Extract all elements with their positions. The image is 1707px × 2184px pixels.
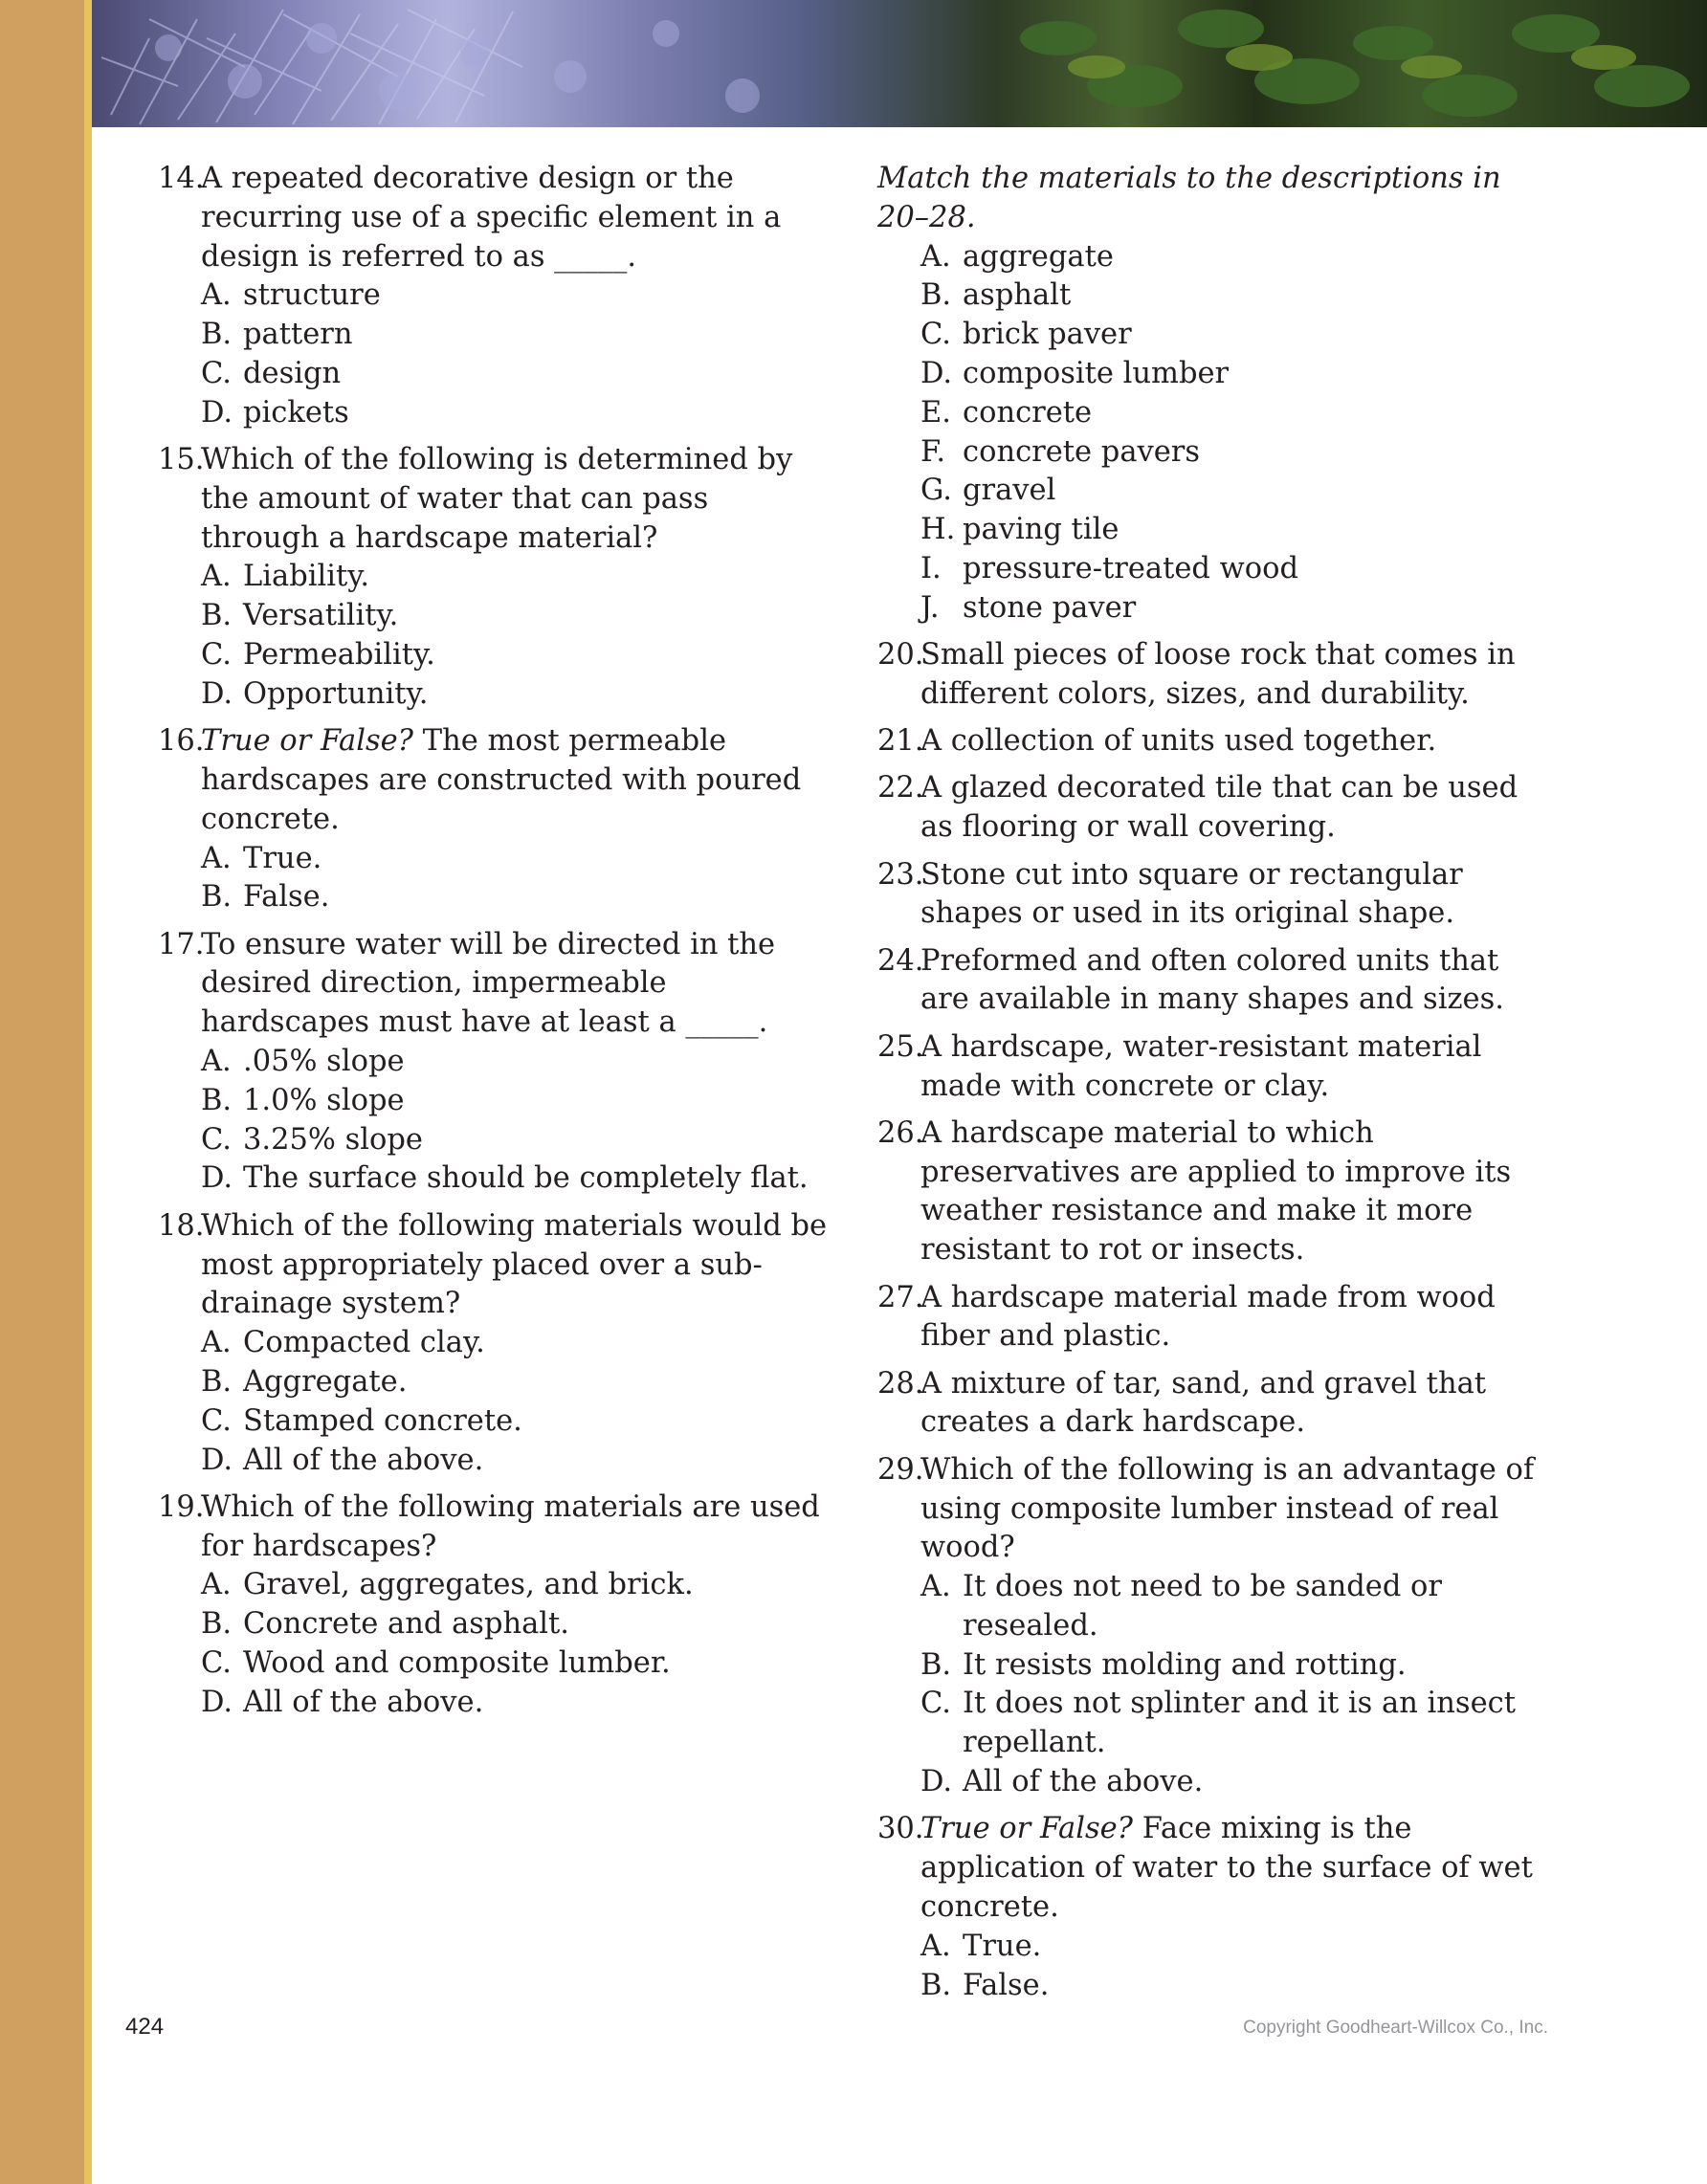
option-text: False. xyxy=(963,1968,1050,2002)
question-28 xyxy=(877,1365,1547,1444)
question-24 xyxy=(877,942,1547,1021)
answer-option xyxy=(201,355,828,394)
option-letter: D. xyxy=(201,676,233,711)
material-name: concrete pavers xyxy=(963,434,1201,469)
question-text xyxy=(920,636,1547,715)
question-text xyxy=(920,1114,1547,1270)
question-14 xyxy=(158,160,828,433)
option-text: Gravel, aggregates, and brick. xyxy=(243,1568,694,1602)
page-margin-stripe xyxy=(84,0,92,2184)
question-30 xyxy=(877,1810,1547,2005)
answer-option xyxy=(201,316,828,355)
answer-option xyxy=(201,840,828,879)
option-letter: J. xyxy=(920,590,940,625)
option-letter: B. xyxy=(201,1364,233,1399)
question-stem: A collection of units used together. xyxy=(920,724,1437,759)
option-text: Versatility. xyxy=(243,599,399,633)
true-false-label: True or False? xyxy=(201,724,414,759)
matching-material xyxy=(920,238,1547,277)
option-text: Permeability. xyxy=(243,638,435,673)
left-column xyxy=(158,160,828,1731)
option-text: Liability. xyxy=(243,560,370,594)
option-letter: A. xyxy=(201,1568,232,1602)
answer-option xyxy=(920,1646,1547,1686)
option-text: False. xyxy=(243,880,330,915)
question-text xyxy=(920,856,1547,935)
question-number: 26. xyxy=(877,1115,924,1150)
question-number: 14. xyxy=(158,162,205,195)
question-text xyxy=(201,1489,828,1567)
question-stem: A mixture of tar, sand, and gravel that creates a dark hardscape. xyxy=(920,1366,1487,1440)
option-letter: B. xyxy=(201,599,233,633)
question-stem: A hardscape, water-resistant material made with concrete or clay. xyxy=(920,1029,1482,1103)
question-stem: Preformed and often colored units that are available in many shapes and sizes. xyxy=(920,943,1504,1017)
option-letter: C. xyxy=(920,318,951,352)
question-stem: Small pieces of loose rock that comes in different colors, sizes, and durability. xyxy=(920,638,1516,711)
question-text xyxy=(920,1451,1547,1568)
option-letter: A. xyxy=(920,1929,951,1963)
option-letter: H. xyxy=(920,513,956,547)
question-stem: A hardscape material made from wood fiber and plastic. xyxy=(920,1280,1496,1354)
option-letter: E. xyxy=(920,395,951,430)
question-23 xyxy=(877,856,1547,935)
matching-material xyxy=(920,511,1547,550)
question-text xyxy=(201,160,828,276)
option-letter: C. xyxy=(201,1403,232,1438)
question-text xyxy=(920,1810,1547,1927)
matching-material xyxy=(920,550,1547,589)
copyright-notice: Copyright Goodheart-Willcox Co., Inc. xyxy=(1243,2018,1548,2038)
option-letter: B. xyxy=(920,278,952,313)
question-21 xyxy=(877,722,1547,761)
question-stem: A hardscape material to which preservatives are applied to improve its weather resistance and make it more resistant to rot or insects. xyxy=(920,1115,1512,1268)
question-20 xyxy=(877,636,1547,715)
option-letter: A. xyxy=(201,560,232,594)
option-text: structure xyxy=(243,278,381,313)
question-text xyxy=(920,1279,1547,1357)
matching-materials-list xyxy=(920,238,1547,629)
option-text: pickets xyxy=(243,395,349,430)
answer-option xyxy=(201,1363,828,1402)
answer-option xyxy=(920,1928,1547,1967)
option-letter: B. xyxy=(201,1607,233,1642)
right-column xyxy=(877,160,1547,2014)
question-text xyxy=(920,1028,1547,1107)
question-text xyxy=(201,441,828,558)
question-number: 29. xyxy=(877,1452,924,1487)
matching-material xyxy=(920,355,1547,394)
option-letter: A. xyxy=(920,239,951,274)
question-number: 17. xyxy=(158,927,205,961)
header-plant-photo xyxy=(92,0,1707,127)
question-stem: Which of the following materials are used for hardscapes? xyxy=(201,1489,820,1563)
option-letter: D. xyxy=(920,356,953,390)
page-margin-band xyxy=(0,0,86,2184)
question-18 xyxy=(158,1207,828,1481)
question-27 xyxy=(877,1279,1547,1357)
question-text xyxy=(920,942,1547,1021)
question-22 xyxy=(877,769,1547,848)
matching-intro: Match the materials to the descriptions in 20–28. xyxy=(877,162,1501,234)
question-text xyxy=(201,1207,828,1324)
answer-option xyxy=(201,597,828,636)
matching-material xyxy=(920,394,1547,433)
question-number: 28. xyxy=(877,1366,924,1401)
option-text: Wood and composite lumber. xyxy=(243,1645,671,1680)
option-letter: A. xyxy=(201,1326,232,1360)
option-letter: D. xyxy=(201,1161,233,1196)
option-letter: A. xyxy=(201,1045,232,1079)
option-letter: F. xyxy=(920,434,946,469)
material-name: paving tile xyxy=(963,513,1120,547)
question-text xyxy=(920,769,1547,848)
option-text: It does not splinter and it is an insect repellant. xyxy=(963,1687,1516,1760)
question-number: 23. xyxy=(877,857,924,892)
question-stem: Which of the following is determined by the amount of water that can pass through a hardscape material? xyxy=(201,443,793,555)
material-name: brick paver xyxy=(963,318,1132,352)
option-letter: C. xyxy=(201,638,232,673)
option-letter: C. xyxy=(920,1687,951,1721)
question-stem: Which of the following is an advantage of using composite lumber instead of real wood? xyxy=(920,1452,1535,1565)
matching-material xyxy=(920,472,1547,511)
material-name: composite lumber xyxy=(963,356,1230,390)
option-letter: B. xyxy=(920,1647,952,1682)
question-text xyxy=(201,926,828,1043)
option-letter: D. xyxy=(201,1443,233,1477)
answer-option xyxy=(201,878,828,917)
answer-option xyxy=(201,1442,828,1481)
question-number: 18. xyxy=(158,1208,205,1243)
option-text: .05% slope xyxy=(243,1045,405,1079)
option-letter: C. xyxy=(201,1645,232,1680)
question-29 xyxy=(877,1451,1547,1802)
question-stem: Which of the following materials would be most appropriately placed over a sub-drainage system? xyxy=(201,1208,828,1321)
question-19 xyxy=(158,1489,828,1723)
question-number: 30. xyxy=(877,1812,924,1846)
option-letter: C. xyxy=(201,356,232,390)
page-number: 424 xyxy=(125,2014,165,2040)
answer-option xyxy=(201,394,828,433)
question-stem: A repeated decorative design or the recurring use of a specific element in a design is referred to as _____. xyxy=(201,162,782,274)
answer-option xyxy=(201,1402,828,1442)
matching-material xyxy=(920,433,1547,473)
option-letter: B. xyxy=(201,1083,233,1117)
option-text: It resists molding and rotting. xyxy=(963,1647,1407,1682)
question-number: 21. xyxy=(877,724,924,759)
answer-option xyxy=(201,1043,828,1082)
question-stem: Stone cut into square or rectangular shapes or used in its original shape. xyxy=(920,857,1463,931)
option-letter: B. xyxy=(920,1968,952,2002)
option-text: 1.0% slope xyxy=(243,1083,405,1117)
material-name: concrete xyxy=(963,395,1093,430)
material-name: stone paver xyxy=(963,590,1137,625)
answer-option xyxy=(201,276,828,316)
question-number: 15. xyxy=(158,443,205,477)
material-name: asphalt xyxy=(963,278,1072,313)
question-number: 16. xyxy=(158,724,205,759)
option-text: True. xyxy=(963,1929,1042,1963)
answer-option xyxy=(920,1685,1547,1763)
question-text xyxy=(920,1365,1547,1444)
answer-option xyxy=(201,636,828,675)
option-letter: I. xyxy=(920,551,942,585)
question-stem: To ensure water will be directed in the desired direction, impermeable hardscapes must have at least a _____. xyxy=(201,927,776,1040)
true-false-label: True or False? xyxy=(920,1812,1134,1846)
question-number: 19. xyxy=(158,1489,205,1524)
option-text: design xyxy=(243,356,342,390)
material-name: pressure-treated wood xyxy=(963,551,1298,585)
material-name: aggregate xyxy=(963,239,1114,274)
answer-option xyxy=(920,1763,1547,1802)
option-text: 3.25% slope xyxy=(243,1122,423,1157)
answer-option xyxy=(201,558,828,597)
answer-option xyxy=(201,675,828,715)
option-text: All of the above. xyxy=(963,1765,1204,1799)
option-letter: D. xyxy=(201,395,233,430)
matching-material xyxy=(920,276,1547,316)
question-number: 22. xyxy=(877,771,924,805)
answer-option xyxy=(201,1324,828,1363)
answer-option xyxy=(201,1684,828,1723)
question-25 xyxy=(877,1028,1547,1107)
question-stem: A glazed decorated tile that can be used as flooring or wall covering. xyxy=(920,771,1519,845)
matching-material xyxy=(920,316,1547,355)
question-number: 27. xyxy=(877,1280,924,1314)
matching-material xyxy=(920,589,1547,629)
option-text: Opportunity. xyxy=(243,676,429,711)
question-number: 24. xyxy=(877,943,924,978)
option-text: The surface should be completely flat. xyxy=(243,1161,809,1196)
option-letter: A. xyxy=(201,278,232,313)
question-stem: The most permeable hardscapes are constructed with poured concrete. xyxy=(201,724,802,836)
question-26 xyxy=(877,1114,1547,1270)
question-text xyxy=(920,722,1547,761)
option-letter: B. xyxy=(201,880,233,915)
option-letter: A. xyxy=(201,841,232,875)
answer-option xyxy=(201,1159,828,1199)
option-text: It does not need to be sanded or resealed. xyxy=(963,1570,1443,1643)
option-text: pattern xyxy=(243,318,353,352)
question-number: 20. xyxy=(877,638,924,673)
question-15 xyxy=(158,441,828,715)
question-stem: Face mixing is the application of water to the surface of wet concrete. xyxy=(920,1812,1533,1924)
option-text: Stamped concrete. xyxy=(243,1403,522,1438)
option-letter: B. xyxy=(201,318,233,352)
material-name: gravel xyxy=(963,474,1056,508)
answer-option xyxy=(201,1566,828,1605)
option-text: Concrete and asphalt. xyxy=(243,1607,569,1642)
option-text: True. xyxy=(243,841,322,875)
question-17 xyxy=(158,926,828,1200)
answer-option xyxy=(920,1967,1547,2006)
option-letter: C. xyxy=(201,1122,232,1157)
option-text: Aggregate. xyxy=(243,1364,408,1399)
answer-option xyxy=(201,1644,828,1684)
right-questions xyxy=(877,636,1547,2005)
option-letter: D. xyxy=(920,1765,953,1799)
answer-option xyxy=(201,1605,828,1644)
answer-option xyxy=(920,1568,1547,1646)
option-text: All of the above. xyxy=(243,1443,484,1477)
answer-option xyxy=(201,1082,828,1121)
option-text: Compacted clay. xyxy=(243,1326,485,1360)
option-letter: D. xyxy=(201,1685,233,1719)
option-text: All of the above. xyxy=(243,1685,484,1719)
question-16 xyxy=(158,722,828,917)
answer-option xyxy=(201,1121,828,1160)
option-letter: G. xyxy=(920,474,952,508)
question-number: 25. xyxy=(877,1029,924,1064)
option-letter: A. xyxy=(920,1570,951,1604)
question-text xyxy=(201,722,828,839)
